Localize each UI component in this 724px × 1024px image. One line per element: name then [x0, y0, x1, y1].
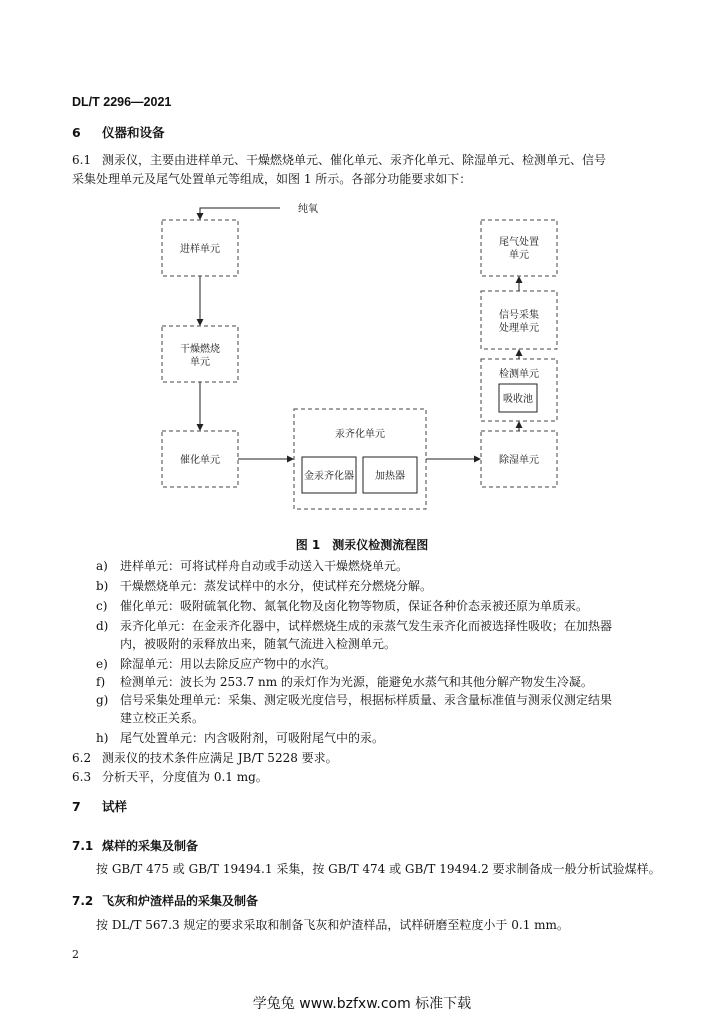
- list-item: [96, 673, 656, 691]
- paragraph-6-1: [72, 151, 606, 170]
- standard-code: DL/T 2296—2021: [72, 95, 172, 109]
- paragraph-text: 分析天平，分度值为 0.1 mg。: [102, 770, 268, 784]
- section-number: 7: [72, 799, 81, 814]
- list-item-text: 干燥燃烧单元：蒸发试样中的水分，使试样充分燃烧分解。: [120, 579, 433, 593]
- signal-unit-label-line2: 处理单元: [499, 323, 539, 334]
- list-item-label: e): [96, 657, 108, 671]
- list-item-text-continued: 内，被吸附的汞释放出来，随氧气流进入检测单元。: [120, 637, 397, 651]
- list-item-label: c): [96, 599, 108, 613]
- subsection-7-2-text: 按 DL/T 567.3 规定的要求采取和制备飞灰和炉渣样品，试样研磨至粒度小于 0.1 mm。: [96, 918, 569, 932]
- flow-diagram: [150, 195, 570, 525]
- list-item: [96, 691, 656, 727]
- figure-caption: 图 1 测汞仪检测流程图: [295, 538, 429, 552]
- clause-number: 6.1: [72, 153, 92, 167]
- oxygen-label: 纯氧: [298, 204, 318, 215]
- list-item-text: 除湿单元：用以去除反应产物中的水汽。: [120, 657, 337, 671]
- subsection-7-1-text: 按 GB/T 475 或 GB/T 19494.1 采集，按 GB/T 474 或 GB/T 19494.2 要求制备成一般分析试验煤样。: [96, 862, 661, 876]
- list-item: [96, 617, 656, 653]
- dry-burn-label-line2: 单元: [190, 357, 210, 368]
- exhaust-unit-label-line1: 尾气处置: [499, 237, 539, 248]
- paragraph-6-3: [72, 768, 268, 787]
- page-number: 2: [72, 948, 79, 961]
- paragraph-6-2: [72, 749, 338, 768]
- amalgamator-label: 金汞齐化器: [304, 471, 354, 482]
- list-item: [96, 597, 656, 615]
- list-item-label: g): [96, 693, 109, 707]
- list-item-text: 进样单元：可将试样舟自动或手动送入干燥燃烧单元。: [120, 559, 409, 573]
- list-item-text: 尾气处置单元：内含吸附剂，可吸附尾气中的汞。: [120, 731, 385, 745]
- oxygen-arrow: [200, 208, 280, 219]
- section-number: 6: [72, 125, 81, 140]
- list-item: [96, 577, 656, 595]
- subsection-7-2-heading: [72, 892, 258, 909]
- section-title: 试样: [102, 799, 128, 814]
- subsection-title: 煤样的采集及制备: [102, 839, 199, 853]
- section-title: 仪器和设备: [102, 125, 165, 140]
- list-item-label: d): [96, 619, 109, 633]
- paragraph-text: 测汞仪的技术条件应满足 JB/T 5228 要求。: [102, 751, 338, 765]
- clause-number: 6.2: [72, 751, 92, 765]
- exhaust-unit-label-line2: 单元: [509, 250, 529, 261]
- list-item-label: b): [96, 579, 109, 593]
- list-item-text: 检测单元：波长为 253.7 nm 的汞灯作为光源，能避免水蒸气和其他分解产物发生冷凝。: [120, 675, 593, 689]
- signal-unit-label-line1: 信号采集: [499, 310, 539, 321]
- heater-label: 加热器: [375, 471, 405, 482]
- catalysis-unit-label: 催化单元: [180, 455, 220, 466]
- amalgam-unit-box: [294, 409, 426, 509]
- list-item-label: a): [96, 559, 108, 573]
- clause-number: 7.1: [72, 839, 94, 853]
- section-7-heading: [72, 797, 127, 815]
- list-item-text: 信号采集处理单元：采集、测定吸光度信号，根据标样质量、汞含量标准值与测汞仪测定结果: [120, 693, 613, 707]
- list-item-label: f): [96, 675, 106, 689]
- exhaust-unit-box: [481, 220, 557, 276]
- list-item: [96, 655, 656, 673]
- list-item-text-continued: 建立校正关系。: [120, 711, 205, 725]
- subsection-title: 飞灰和炉渣样品的采集及制备: [102, 894, 259, 908]
- list-item: [96, 557, 656, 575]
- dry-burn-label-line1: 干燥燃烧: [180, 344, 220, 355]
- list-item: [96, 729, 656, 747]
- list-item-label: h): [96, 731, 109, 745]
- section-6-heading: [72, 123, 165, 141]
- sampling-unit-label: 进样单元: [180, 244, 220, 255]
- clause-number: 7.2: [72, 894, 94, 908]
- absorption-cell-label: 吸收池: [503, 394, 533, 405]
- subsection-7-1-heading: [72, 837, 198, 854]
- list-item-text: 催化单元：吸附硫氧化物、氮氧化物及卤化物等物质，保证各种价态汞被还原为单质汞。: [120, 599, 589, 613]
- clause-number: 6.3: [72, 770, 92, 784]
- detect-unit-label: 检测单元: [499, 369, 539, 380]
- list-item-text: 汞齐化单元：在金汞齐化器中，试样燃烧生成的汞蒸气发生汞齐化而被选择性吸收；在加热器: [120, 619, 613, 633]
- amalgam-unit-label: 汞齐化单元: [335, 429, 385, 440]
- paragraph-line: 测汞仪，主要由进样单元、干燥燃烧单元、催化单元、汞齐化单元、除湿单元、检测单元、信号: [102, 153, 607, 167]
- paragraph-line: 采集处理单元及尾气处置单元等组成，如图 1 所示。各部分功能要求如下：: [72, 172, 472, 186]
- footer-watermark: 学兔兔 www.bzfxw.com 标准下载: [252, 996, 472, 1012]
- dehumid-unit-label: 除湿单元: [499, 455, 539, 466]
